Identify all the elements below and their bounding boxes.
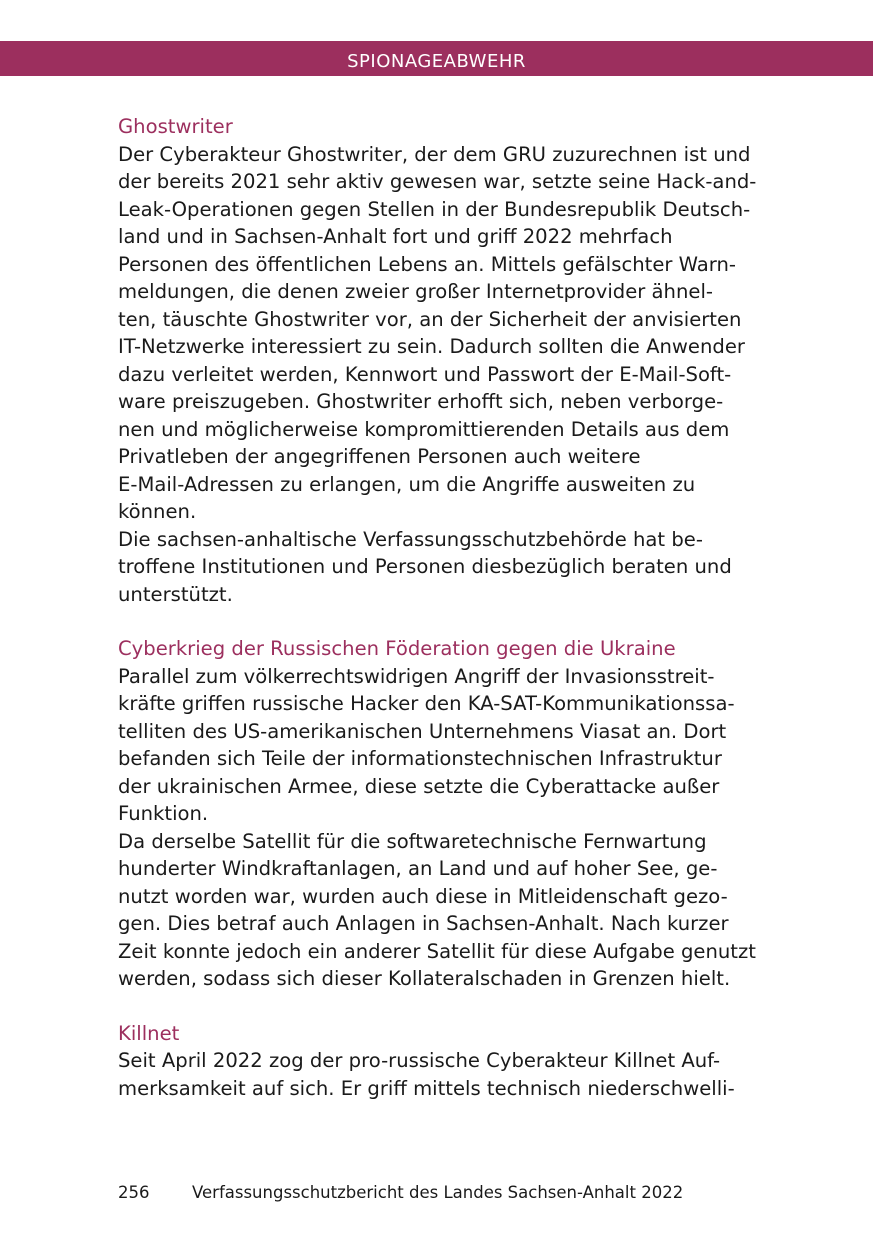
text-line: ten, täuschte Ghostwriter vor, an der Sicherheit der anvisierten <box>118 307 742 331</box>
section-heading: Cyberkrieg der Russischen Föderation gegen die Ukraine <box>118 637 676 660</box>
text-line: Seit April 2022 zog der pro-russische Cyberakteur Killnet Auf- <box>118 1049 721 1072</box>
text-line: Privatleben der angegriffenen Personen auch weitere <box>118 445 641 468</box>
text-line: Personen des öffentlichen Lebens an. Mittels gefälschter Warn- <box>118 252 736 276</box>
page-footer <box>118 1181 683 1205</box>
section-cyberkrieg <box>118 635 768 993</box>
text-line: IT-Netzwerke interessiert zu sein. Dadurch sollten die Anwender <box>118 335 745 358</box>
text-line: land und in Sachsen-Anhalt fort und griff 2022 mehrfach <box>118 225 673 248</box>
text-line: Zeit konnte jedoch ein anderer Satellit für diese Aufgabe genutzt <box>118 939 756 963</box>
text-line: telliten des US-amerikanischen Unternehmens Viasat an. Dort <box>118 719 727 743</box>
text-line: ware preiszugeben. Ghostwriter erhofft sich, neben verborge- <box>118 390 724 413</box>
text-line: troffene Institutionen und Personen diesbezüglich beraten und <box>118 555 732 578</box>
publication-title: Verfassungsschutzbericht des Landes Sachsen-Anhalt 2022 <box>192 1183 684 1202</box>
text-line: nutzt worden war, wurden auch diese in Mitleidenschaft gezo- <box>118 884 728 908</box>
section-killnet <box>118 1020 768 1103</box>
section-body <box>118 663 768 993</box>
text-line: Parallel zum völkerrechtswidrigen Angriff der Invasionsstreit- <box>118 664 715 688</box>
text-line: unterstützt. <box>118 582 233 606</box>
text-line: hunderter Windkraftanlagen, an Land und auf hoher See, ge- <box>118 857 718 880</box>
text-line: der bereits 2021 sehr aktiv gewesen war, setzte seine Hack-and- <box>118 170 757 193</box>
section-heading: Ghostwriter <box>118 115 233 138</box>
text-line: meldungen, die denen zweier großer Internetprovider ähnel- <box>118 280 713 303</box>
text-line: gen. Dies betraf auch Anlagen in Sachsen-Anhalt. Nach kurzer <box>118 912 729 935</box>
text-line: kräfte griffen russische Hacker den KA-SAT-Kommunikationssa- <box>118 692 735 715</box>
text-line: können. <box>118 500 197 523</box>
section-heading: Killnet <box>118 1021 180 1045</box>
text-line: Leak-Operationen gegen Stellen in der Bundesrepublik Deutsch- <box>118 197 751 221</box>
main-content <box>118 113 768 1129</box>
text-line: nen und möglicherweise kompromittierenden Details aus dem <box>118 417 730 441</box>
text-line: Der Cyberakteur Ghostwriter, der dem GRU zuzurechnen ist und <box>118 142 751 166</box>
page-number: 256 <box>118 1183 150 1202</box>
text-line: merksamkeit auf sich. Er griff mittels technisch niederschwelli- <box>118 1076 735 1100</box>
text-line: E-Mail-Adressen zu erlangen, um die Angriffe ausweiten zu <box>118 472 696 496</box>
header-band <box>0 41 873 76</box>
text-line: Da derselbe Satellit für die softwaretechnische Fernwartung <box>118 829 707 853</box>
section-body <box>118 1047 768 1102</box>
text-line: dazu verleitet werden, Kennwort und Passwort der E-Mail-Soft- <box>118 362 732 386</box>
section-body <box>118 141 768 609</box>
text-line: der ukrainischen Armee, diese setzte die Cyberattacke außer <box>118 774 720 798</box>
text-line: Funktion. <box>118 802 209 825</box>
text-line: werden, sodass sich dieser Kollateralschaden in Grenzen hielt. <box>118 967 731 990</box>
page-title: spionageabwehr <box>347 44 526 74</box>
text-line: befanden sich Teile der informationstechnischen Infrastruktur <box>118 747 722 770</box>
text-line: Die sachsen-anhaltische Verfassungsschutzbehörde hat be- <box>118 527 703 551</box>
section-ghostwriter <box>118 113 768 608</box>
